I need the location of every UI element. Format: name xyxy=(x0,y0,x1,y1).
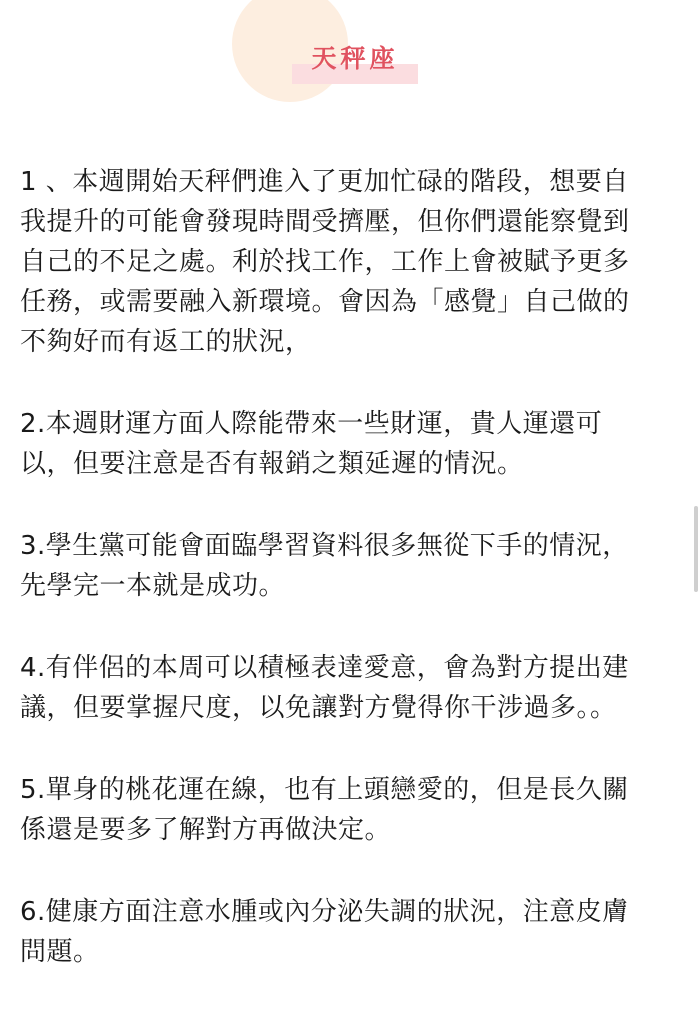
paragraph-couples: 4.有伴侶的本周可以積極表達愛意，會為對方提出建 議，但要掌握尺度，以免讓對方覺得你干涉過多。。 xyxy=(20,653,629,723)
article-body xyxy=(20,162,692,1014)
paragraph-singles: 5.單身的桃花運在線，也有上頭戀愛的，但是長久關 係還是要多了解對方再做決定。 xyxy=(20,775,629,845)
page-title: 天秤座 xyxy=(311,44,399,73)
scrollbar[interactable] xyxy=(694,506,698,592)
paragraph-study: 3.學生黨可能會面臨學習資料很多無從下手的情況， 先學完一本就是成功。 xyxy=(20,531,629,601)
paragraph-health: 6.健康方面注意水腫或內分泌失調的狀況，注意皮膚 問題。 xyxy=(20,897,629,967)
article-header xyxy=(0,0,700,120)
paragraph-finance: 2.本週財運方面人際能帶來一些財運，貴人運還可 以，但要注意是否有報銷之類延遲的情況。 xyxy=(20,409,603,479)
paragraph-work: 1 、本週開始天秤們進入了更加忙碌的階段，想要自 我提升的可能會發現時間受擠壓，但你們還能察覺到 自己的不足之處。利於找工作，工作上會被賦予更多 任務，或需要融入新環境。會因為「感覺」自己做的 不夠好而有返工的狀況， xyxy=(20,167,630,357)
